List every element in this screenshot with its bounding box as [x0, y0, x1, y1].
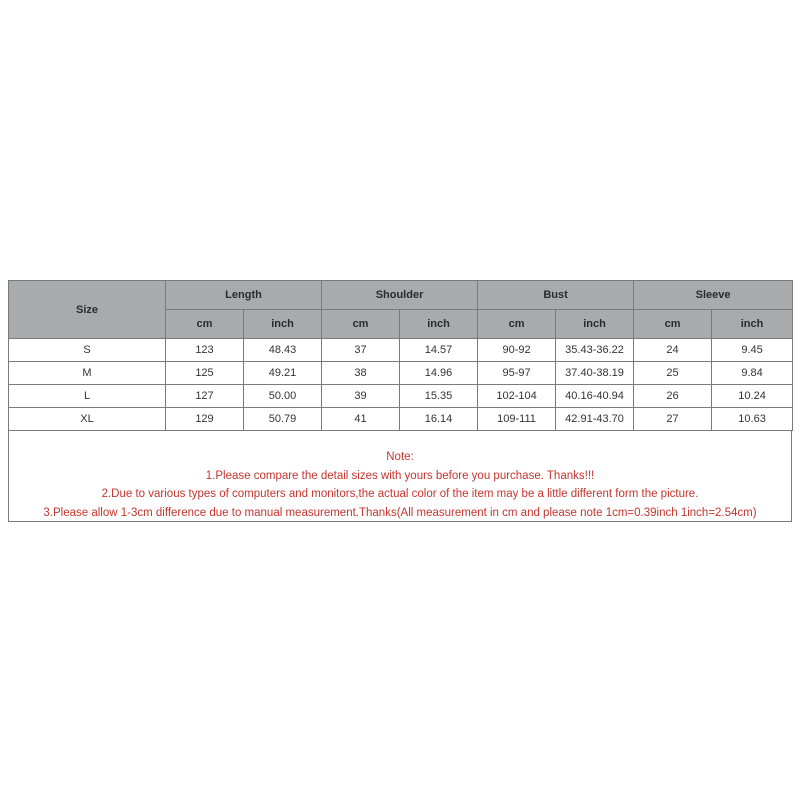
table-cell: 125	[166, 362, 244, 385]
note-line-2: 2.Due to various types of computers and monitors,the actual color of the item may be a little different form the picture.	[101, 488, 699, 500]
table-cell: 49.21	[244, 362, 322, 385]
table-cell: 39	[322, 385, 400, 408]
table-cell: 25	[634, 362, 712, 385]
table-cell: 38	[322, 362, 400, 385]
table-cell: 95-97	[478, 362, 556, 385]
table-cell: 50.79	[244, 408, 322, 431]
table-cell: 26	[634, 385, 712, 408]
size-cell: XL	[9, 408, 166, 431]
table-cell: 10.63	[712, 408, 793, 431]
size-cell: S	[9, 339, 166, 362]
table-cell: 109-111	[478, 408, 556, 431]
table-cell: 27	[634, 408, 712, 431]
table-cell: 15.35	[400, 385, 478, 408]
table-cell: 48.43	[244, 339, 322, 362]
sleeve-cm-header: cm	[634, 310, 712, 339]
table-cell: 40.16-40.94	[556, 385, 634, 408]
table-cell: 127	[166, 385, 244, 408]
table-cell: 14.96	[400, 362, 478, 385]
note-title: Note:	[386, 451, 414, 463]
size-column-header: Size	[9, 281, 166, 339]
table-cell: 102-104	[478, 385, 556, 408]
table-cell: 129	[166, 408, 244, 431]
notes-box	[8, 431, 792, 522]
table-cell: 24	[634, 339, 712, 362]
length-header: Length	[166, 281, 322, 310]
length-inch-header: inch	[244, 310, 322, 339]
note-line-3: 3.Please allow 1-3cm difference due to manual measurement.Thanks(All measurement in cm and please note 1cm=0.39inch 1inch=2.54cm)	[43, 506, 757, 519]
table-row	[9, 385, 793, 408]
size-table	[8, 280, 793, 431]
table-cell: 42.91-43.70	[556, 408, 634, 431]
table-row	[9, 408, 793, 431]
sleeve-inch-header: inch	[712, 310, 793, 339]
size-cell: L	[9, 385, 166, 408]
note-line-1: 1.Please compare the detail sizes with yours before you purchase. Thanks!!!	[205, 469, 595, 482]
table-row	[9, 362, 793, 385]
size-cell: M	[9, 362, 166, 385]
bust-header: Bust	[478, 281, 634, 310]
table-cell: 10.24	[712, 385, 793, 408]
table-cell: 14.57	[400, 339, 478, 362]
table-cell: 123	[166, 339, 244, 362]
table-cell: 50.00	[244, 385, 322, 408]
header-row-groups	[9, 281, 793, 310]
shoulder-cm-header: cm	[322, 310, 400, 339]
table-cell: 41	[322, 408, 400, 431]
table-cell: 35.43-36.22	[556, 339, 634, 362]
bust-inch-header: inch	[556, 310, 634, 339]
table-cell: 90-92	[478, 339, 556, 362]
sleeve-header: Sleeve	[634, 281, 793, 310]
table-cell: 37	[322, 339, 400, 362]
size-chart	[8, 280, 792, 522]
table-cell: 37.40-38.19	[556, 362, 634, 385]
table-row	[9, 339, 793, 362]
length-cm-header: cm	[166, 310, 244, 339]
table-cell: 16.14	[400, 408, 478, 431]
shoulder-inch-header: inch	[400, 310, 478, 339]
bust-cm-header: cm	[478, 310, 556, 339]
shoulder-header: Shoulder	[322, 281, 478, 310]
table-cell: 9.84	[712, 362, 793, 385]
table-cell: 9.45	[712, 339, 793, 362]
